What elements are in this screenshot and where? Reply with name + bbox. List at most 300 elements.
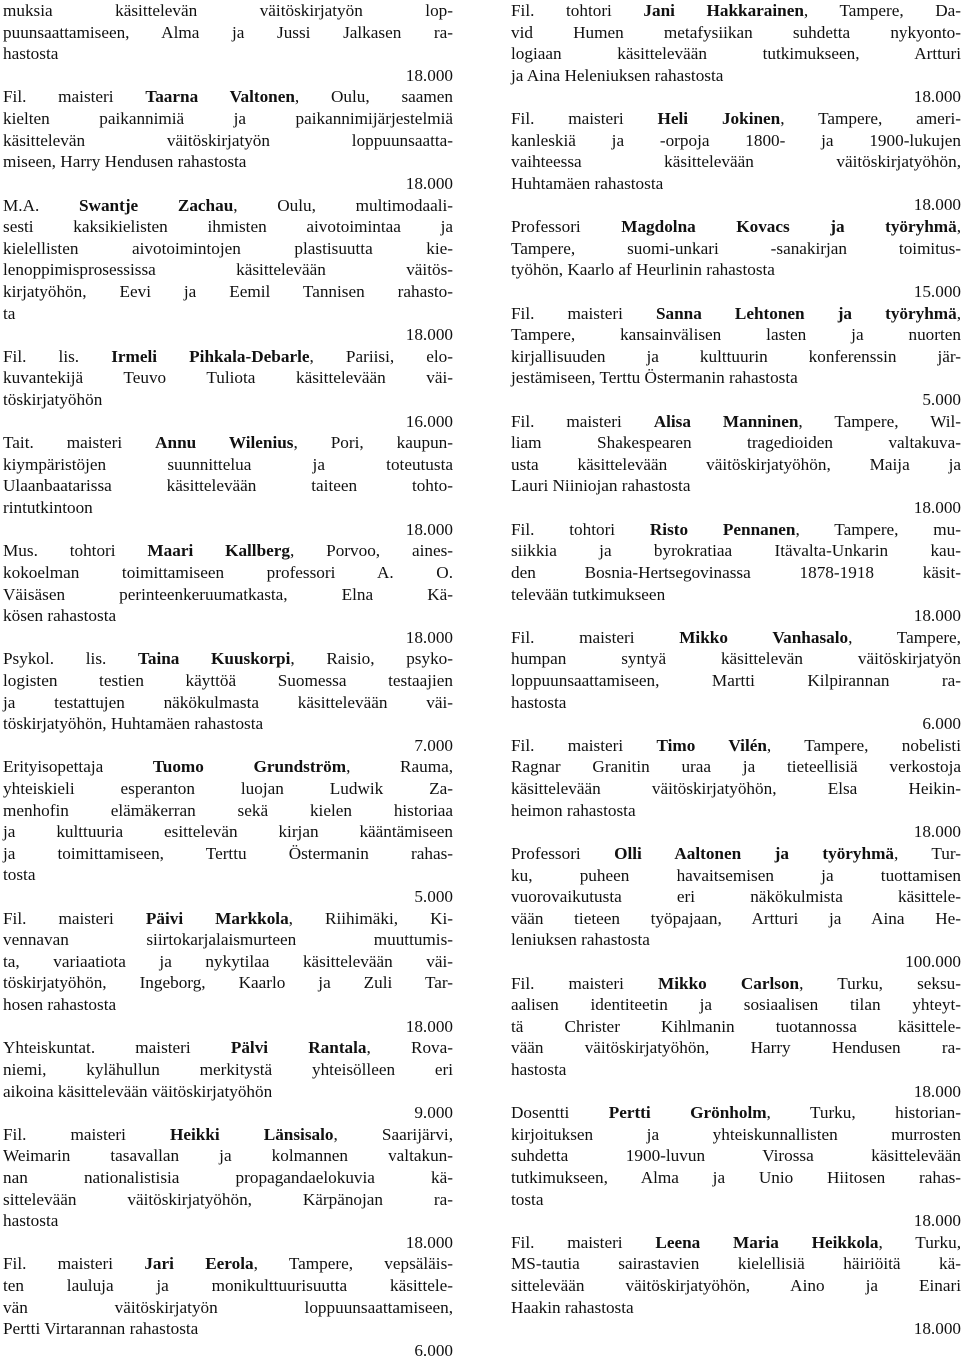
entry-text: yhteiskieli esperanton luojan Ludwik Za- bbox=[3, 779, 453, 798]
recipient-name: Swantje Zachau bbox=[79, 196, 233, 215]
entry-text: logiaan käsittelevään tutkimukseen, Artturi bbox=[511, 44, 961, 63]
entry-text-line bbox=[3, 151, 453, 173]
entry-line bbox=[3, 1124, 453, 1146]
entry-text-line bbox=[3, 670, 453, 692]
recipient-title: Fil. maisteri bbox=[511, 412, 654, 431]
entry-text-line bbox=[3, 1297, 453, 1319]
recipient-name: Päivi Markkola bbox=[146, 909, 289, 928]
entry-line bbox=[3, 1318, 453, 1340]
entry-text: liam Shakespearen tragedioiden valtakuva- bbox=[511, 433, 961, 452]
entry-text-line bbox=[511, 843, 961, 865]
entry-text-line bbox=[511, 346, 961, 368]
entry-text-line bbox=[3, 454, 453, 476]
entry-line bbox=[511, 908, 961, 930]
entry-text-line bbox=[511, 173, 961, 195]
entry-line bbox=[3, 1275, 453, 1297]
grant-entry bbox=[511, 627, 961, 713]
entry-text-line bbox=[3, 216, 453, 238]
entry-text: , Tampere, ameri- bbox=[780, 109, 961, 128]
entry-text: , Raisio, psyko- bbox=[290, 649, 453, 668]
entry-line bbox=[3, 475, 453, 497]
entry-text: leniuksen rahastosta bbox=[511, 930, 650, 949]
grant-entry bbox=[3, 432, 453, 518]
recipient-name: Heikki Länsisalo bbox=[170, 1125, 334, 1144]
entry-line bbox=[511, 1037, 961, 1059]
entry-text: ta, variaatiota ja nykytilaa käsittelevään väi- bbox=[3, 952, 453, 971]
entry-text-line bbox=[511, 108, 961, 130]
grant-amount: 18.000 bbox=[406, 173, 453, 195]
grant-entry bbox=[3, 756, 453, 886]
entry-line bbox=[3, 216, 453, 238]
entry-text-line bbox=[3, 367, 453, 389]
entry-line bbox=[511, 1102, 961, 1124]
entry-text: puunsaattamiseen, Alma ja Jussi Jalkasen ra- bbox=[3, 23, 453, 42]
recipient-name: Pertti Grönholm bbox=[609, 1103, 767, 1122]
entry-text-line bbox=[511, 1189, 961, 1211]
recipient-title: Fil. tohtori bbox=[511, 1, 643, 20]
entry-line bbox=[3, 1059, 453, 1081]
entry-text: , Riihimäki, Ki- bbox=[289, 909, 453, 928]
entry-text: Ragnar Granitin uraa ja tieteellisiä verkostoja bbox=[511, 757, 961, 776]
entry-line bbox=[511, 65, 961, 87]
entry-text-line bbox=[3, 43, 453, 65]
entry-text-line bbox=[511, 562, 961, 584]
recipient-title: Fil. maisteri bbox=[3, 87, 145, 106]
entry-line bbox=[511, 670, 961, 692]
entry-text-line bbox=[511, 43, 961, 65]
entry-text-line bbox=[3, 584, 453, 606]
entry-line bbox=[3, 1145, 453, 1167]
entry-text: den Bosnia-Hertsegovinassa 1878-1918 käsit- bbox=[511, 563, 961, 582]
grant-entry bbox=[511, 843, 961, 951]
entry-line bbox=[3, 238, 453, 260]
entry-line bbox=[3, 1253, 453, 1275]
entry-line bbox=[3, 756, 453, 778]
entry-line bbox=[3, 0, 453, 22]
entry-text-line bbox=[3, 713, 453, 735]
entry-text-line bbox=[511, 1016, 961, 1038]
entry-text-line bbox=[511, 238, 961, 260]
entry-text-line bbox=[3, 929, 453, 951]
entry-line bbox=[511, 1124, 961, 1146]
entry-text-line bbox=[511, 1253, 961, 1275]
entry-text-line bbox=[3, 1145, 453, 1167]
grant-amount: 15.000 bbox=[914, 281, 961, 303]
entry-text: , Tampere, vepsäläis- bbox=[254, 1254, 453, 1273]
entry-line bbox=[511, 432, 961, 454]
entry-text: miseen, Harry Hendusen rahastosta bbox=[3, 152, 246, 171]
grant-amount: 9.000 bbox=[414, 1102, 453, 1124]
entry-text: töskirjatyöhön, Ingeborg, Kaarlo ja Zuli Tar- bbox=[3, 973, 453, 992]
grant-amount: 18.000 bbox=[914, 605, 961, 627]
grant-entry bbox=[3, 1253, 453, 1339]
recipient-title: Fil. lis. bbox=[3, 347, 111, 366]
entry-line bbox=[3, 692, 453, 714]
entry-text-line bbox=[3, 0, 453, 22]
grant-entry bbox=[3, 1124, 453, 1232]
entry-text: , bbox=[957, 217, 961, 236]
entry-text-line bbox=[3, 778, 453, 800]
entry-text-line bbox=[511, 216, 961, 238]
entry-text-line bbox=[3, 951, 453, 973]
entry-line bbox=[3, 648, 453, 670]
entry-text: kösen rahastosta bbox=[3, 606, 116, 625]
entry-text-line bbox=[511, 1102, 961, 1124]
recipient-title: Tait. maisteri bbox=[3, 433, 155, 452]
entry-text-line bbox=[3, 1037, 453, 1059]
recipient-name: Mikko Carlson bbox=[658, 974, 799, 993]
entry-line bbox=[3, 972, 453, 994]
grant-amount: 18.000 bbox=[914, 1318, 961, 1340]
entry-line bbox=[511, 865, 961, 887]
entry-text-line bbox=[511, 1297, 961, 1319]
grant-entry bbox=[511, 303, 961, 389]
grant-entry bbox=[511, 519, 961, 605]
entry-line bbox=[511, 1253, 961, 1275]
entry-text: hastosta bbox=[511, 1060, 566, 1079]
grant-amount: 18.000 bbox=[406, 1232, 453, 1254]
entry-line bbox=[3, 1081, 453, 1103]
grant-amount: 18.000 bbox=[406, 324, 453, 346]
entry-line bbox=[511, 519, 961, 541]
entry-text: , Oulu, multimodaali- bbox=[233, 196, 453, 215]
entry-text-line bbox=[3, 800, 453, 822]
entry-text-line bbox=[511, 303, 961, 325]
entry-text-line bbox=[3, 648, 453, 670]
recipient-name: Irmeli Pihkala-Debarle bbox=[111, 347, 309, 366]
entry-text: käsittelevän väitöskirjatyön loppuunsaatta- bbox=[3, 131, 453, 150]
entry-text: vuorovaikutusta eri näkökulmista käsittele- bbox=[511, 887, 961, 906]
entry-line bbox=[3, 1297, 453, 1319]
entry-line bbox=[3, 562, 453, 584]
recipient-name: Magdolna Kovacs ja työryhmä bbox=[621, 217, 956, 236]
entry-line bbox=[511, 973, 961, 995]
entry-text-line bbox=[3, 259, 453, 281]
entry-line bbox=[511, 627, 961, 649]
grant-amount: 18.000 bbox=[406, 1016, 453, 1038]
entry-text: Huhtamäen rahastosta bbox=[511, 174, 663, 193]
entry-line bbox=[3, 303, 453, 325]
entry-text-line bbox=[511, 994, 961, 1016]
entry-line bbox=[3, 843, 453, 865]
entry-text: , bbox=[957, 304, 961, 323]
entry-line bbox=[3, 778, 453, 800]
entry-text: kokoelman toimittamiseen professori A. O. bbox=[3, 563, 453, 582]
entry-line bbox=[3, 1189, 453, 1211]
entry-text-line bbox=[511, 540, 961, 562]
recipient-name: Leena Maria Heikkola bbox=[655, 1233, 878, 1252]
entry-text-line bbox=[3, 843, 453, 865]
entry-text-line bbox=[511, 584, 961, 606]
recipient-name: Taarna Valtonen bbox=[145, 87, 295, 106]
grant-entry bbox=[3, 346, 453, 411]
entry-text-line bbox=[3, 1081, 453, 1103]
recipient-name: Sanna Lehtonen ja työryhmä bbox=[656, 304, 957, 323]
entry-line bbox=[511, 43, 961, 65]
entry-line bbox=[511, 800, 961, 822]
entry-text: , Saarijärvi, bbox=[333, 1125, 453, 1144]
entry-text-line bbox=[511, 865, 961, 887]
entry-text: Pertti Virtarannan rahastosta bbox=[3, 1319, 198, 1338]
entry-text-line bbox=[511, 800, 961, 822]
recipient-name: Jari Eerola bbox=[144, 1254, 253, 1273]
entry-text: nan nationalistisia propagandaelokuvia kä- bbox=[3, 1168, 453, 1187]
grant-entry bbox=[511, 108, 961, 194]
grant-amount: 6.000 bbox=[922, 713, 961, 735]
entry-text: ten lauluja ja monikulttuurisuutta käsittele- bbox=[3, 1276, 453, 1295]
entry-text-line bbox=[511, 886, 961, 908]
entry-line bbox=[3, 86, 453, 108]
grant-amount: 6.000 bbox=[414, 1340, 453, 1362]
recipient-title: M.A. bbox=[3, 196, 79, 215]
grant-amount: 18.000 bbox=[406, 65, 453, 87]
entry-text-line bbox=[3, 972, 453, 994]
entry-line bbox=[511, 238, 961, 260]
entry-text-line bbox=[511, 1275, 961, 1297]
entry-text: kuvantekijä Teuvo Tuliota käsittelevään väi- bbox=[3, 368, 453, 387]
entry-text: , Tampere, Wil- bbox=[798, 412, 961, 431]
entry-text-line bbox=[3, 821, 453, 843]
entry-text: töskirjatyöhön bbox=[3, 390, 102, 409]
entry-text-line bbox=[511, 1145, 961, 1167]
grant-amount: 100.000 bbox=[905, 951, 961, 973]
entry-text: ja toimittamiseen, Terttu Östermanin rahas- bbox=[3, 844, 453, 863]
entry-text: Ulaanbaatarissa käsittelevään taiteen tohto- bbox=[3, 476, 453, 495]
entry-text: logisten testien käyttöä Suomessa testaajien bbox=[3, 671, 453, 690]
entry-text: muksia käsittelevän väitöskirjatyön lop- bbox=[3, 1, 453, 20]
entry-line bbox=[3, 389, 453, 411]
entry-text-line bbox=[511, 432, 961, 454]
entry-text: tosta bbox=[511, 1190, 543, 1209]
entry-text-line bbox=[511, 1059, 961, 1081]
entry-line bbox=[511, 1016, 961, 1038]
entry-line bbox=[511, 1059, 961, 1081]
entry-text: jestämiseen, Terttu Östermanin rahastosta bbox=[511, 368, 798, 387]
entry-text: heimon rahastosta bbox=[511, 801, 636, 820]
entry-text-line bbox=[3, 540, 453, 562]
entry-line bbox=[3, 367, 453, 389]
entry-text: käsittelevään väitöskirjatyöhön, Elsa Heikin- bbox=[511, 779, 961, 798]
entry-text-line bbox=[511, 324, 961, 346]
recipient-title: Erityisopettaja bbox=[3, 757, 153, 776]
entry-text: tutkimukseen, Alma ja Unio Hiitosen rahas- bbox=[511, 1168, 961, 1187]
entry-text-line bbox=[3, 692, 453, 714]
grant-entry bbox=[3, 86, 453, 172]
entry-text: ja testattujen näkökulmasta käsittelevään väi- bbox=[3, 693, 453, 712]
entry-line bbox=[3, 497, 453, 519]
entry-line bbox=[511, 735, 961, 757]
entry-line bbox=[3, 454, 453, 476]
entry-text: , Turku, historian- bbox=[767, 1103, 961, 1122]
entry-text: , Rova- bbox=[367, 1038, 453, 1057]
recipient-name: Pälvi Rantala bbox=[231, 1038, 367, 1057]
entry-line bbox=[511, 929, 961, 951]
entry-line bbox=[3, 800, 453, 822]
entry-line bbox=[3, 195, 453, 217]
entry-text-line bbox=[3, 1275, 453, 1297]
grant-amount: 5.000 bbox=[922, 389, 961, 411]
entry-text-line bbox=[3, 864, 453, 886]
entry-line bbox=[3, 1167, 453, 1189]
entry-text: sittelevään väitöskirjatyöhön, Aino ja Einari bbox=[511, 1276, 961, 1295]
entry-text: tosta bbox=[3, 865, 35, 884]
entry-text-line bbox=[3, 562, 453, 584]
entry-line bbox=[3, 281, 453, 303]
entry-text-line bbox=[511, 65, 961, 87]
recipient-name: Olli Aaltonen ja työryhmä bbox=[614, 844, 894, 863]
entry-line bbox=[511, 151, 961, 173]
entry-line bbox=[511, 454, 961, 476]
entry-line bbox=[511, 130, 961, 152]
recipient-name: Heli Jokinen bbox=[658, 109, 781, 128]
recipient-name: Jani Hakkarainen bbox=[643, 1, 804, 20]
entry-text: kielten paikannimiä ja paikannimijärjestelmiä bbox=[3, 109, 453, 128]
entry-line bbox=[3, 432, 453, 454]
entry-line bbox=[511, 692, 961, 714]
entry-text-line bbox=[511, 1124, 961, 1146]
entry-text-line bbox=[511, 929, 961, 951]
entry-text: vaihteessa käsittelevään väitöskirjatyöhön, bbox=[511, 152, 961, 171]
grant-entry bbox=[511, 1232, 961, 1318]
grant-amount: 18.000 bbox=[914, 86, 961, 108]
recipient-title: Mus. tohtori bbox=[3, 541, 147, 560]
entry-line bbox=[3, 346, 453, 368]
entry-text: ja kulttuuria esittelevän kirjan kääntämiseen bbox=[3, 822, 453, 841]
entry-line bbox=[511, 994, 961, 1016]
entry-text: kiympäristöjen suunnittelua ja toteutusta bbox=[3, 455, 453, 474]
entry-text-line bbox=[3, 86, 453, 108]
entry-line bbox=[511, 1297, 961, 1319]
grant-entry bbox=[3, 908, 453, 1016]
entry-text: vän väitöskirjatyön loppuunsaattamiseen, bbox=[3, 1298, 453, 1317]
entry-text: sesti kaksikielisten ihmisten aivotoimintaa ja bbox=[3, 217, 453, 236]
entry-text: ku, puheen havaitsemisen ja tuottamisen bbox=[511, 866, 961, 885]
entry-line bbox=[3, 151, 453, 173]
entry-text: , Pori, kaupun- bbox=[293, 433, 453, 452]
entry-text: hosen rahastosta bbox=[3, 995, 116, 1014]
recipient-name: Tuomo Grundström bbox=[153, 757, 346, 776]
entry-text: rintutkintoon bbox=[3, 498, 93, 517]
entry-text-line bbox=[511, 519, 961, 541]
left-column bbox=[3, 0, 453, 1362]
recipient-title: Yhteiskuntat. maisteri bbox=[3, 1038, 231, 1057]
entry-text: töskirjatyöhön, Huhtamäen rahastosta bbox=[3, 714, 263, 733]
entry-line bbox=[3, 864, 453, 886]
entry-line bbox=[511, 1275, 961, 1297]
grant-entry bbox=[511, 216, 961, 281]
entry-text-line bbox=[511, 908, 961, 930]
entry-text-line bbox=[511, 735, 961, 757]
entry-line bbox=[3, 1037, 453, 1059]
entry-line bbox=[3, 1210, 453, 1232]
grant-amount: 5.000 bbox=[414, 886, 453, 908]
grant-entry bbox=[3, 648, 453, 734]
entry-text-line bbox=[511, 670, 961, 692]
recipient-title: Fil. maisteri bbox=[3, 1125, 170, 1144]
grant-entry bbox=[511, 973, 961, 1081]
entry-text: kanleskiä ja -orpoja 1800- ja 1900-lukujen bbox=[511, 131, 961, 150]
entry-text: Tampere, suomi-unkari -sanakirjan toimitus- bbox=[511, 239, 961, 258]
grant-entry bbox=[511, 1102, 961, 1210]
entry-text: hastosta bbox=[511, 693, 566, 712]
entry-line bbox=[3, 929, 453, 951]
recipient-title: Fil. tohtori bbox=[511, 520, 650, 539]
entry-text: Weimarin tasavallan ja kolmannen valtakun- bbox=[3, 1146, 453, 1165]
entry-text-line bbox=[511, 22, 961, 44]
entry-line bbox=[511, 324, 961, 346]
entry-text: , Oulu, saamen bbox=[295, 87, 453, 106]
entry-text: humpan syntyä käsittelevän väitöskirjatyön bbox=[511, 649, 961, 668]
entry-text-line bbox=[511, 692, 961, 714]
entry-text-line bbox=[511, 151, 961, 173]
grant-amount: 18.000 bbox=[406, 627, 453, 649]
entry-line bbox=[511, 475, 961, 497]
entry-text-line bbox=[3, 1318, 453, 1340]
entry-text-line bbox=[3, 1210, 453, 1232]
entry-text: suhdetta 1900-luvun Virossa käsittelevään bbox=[511, 1146, 961, 1165]
grant-amount: 18.000 bbox=[406, 519, 453, 541]
entry-text: hastosta bbox=[3, 44, 58, 63]
entry-text-line bbox=[511, 475, 961, 497]
entry-text: , Tampere, nobelisti bbox=[767, 736, 961, 755]
entry-line bbox=[3, 130, 453, 152]
entry-text-line bbox=[3, 195, 453, 217]
recipient-title: Fil. maisteri bbox=[511, 974, 658, 993]
entry-text: , Porvoo, aines- bbox=[290, 541, 453, 560]
entry-text-line bbox=[511, 259, 961, 281]
entry-text: televään tutkimukseen bbox=[511, 585, 665, 604]
entry-line bbox=[3, 259, 453, 281]
entry-line bbox=[3, 108, 453, 130]
entry-text-line bbox=[511, 1167, 961, 1189]
grant-amount: 7.000 bbox=[414, 735, 453, 757]
recipient-name: Annu Wilenius bbox=[155, 433, 293, 452]
grant-amount: 16.000 bbox=[406, 411, 453, 433]
entry-text-line bbox=[511, 130, 961, 152]
entry-text: vid Humen metafysiikan suhdetta nykyonto- bbox=[511, 23, 961, 42]
entry-line bbox=[3, 584, 453, 606]
entry-text: vään väitöskirjatyöhön, Harry Hendusen ra- bbox=[511, 1038, 961, 1057]
entry-text: vennavan siirtokarjalaismurteen muuttumis- bbox=[3, 930, 453, 949]
entry-line bbox=[511, 346, 961, 368]
entry-line bbox=[511, 540, 961, 562]
entry-line bbox=[3, 605, 453, 627]
entry-text: Tampere, kansainvälisen lasten ja nuorten bbox=[511, 325, 961, 344]
entry-text-line bbox=[511, 1037, 961, 1059]
entry-text-line bbox=[511, 0, 961, 22]
entry-line bbox=[3, 951, 453, 973]
entry-text: , Rauma, bbox=[346, 757, 453, 776]
entry-text: Väisäsen perinteenkeruumatkasta, Elna Kä- bbox=[3, 585, 453, 604]
entry-line bbox=[511, 411, 961, 433]
grant-amount: 18.000 bbox=[914, 1210, 961, 1232]
entry-text: vään tieteen työpajaan, Artturi ja Aina He- bbox=[511, 909, 961, 928]
entry-line bbox=[511, 843, 961, 865]
entry-text-line bbox=[3, 1253, 453, 1275]
entry-text: ta bbox=[3, 304, 15, 323]
entry-text: loppuunsaattamiseen, Martti Kilpirannan ra- bbox=[511, 671, 961, 690]
entry-text: siikkia ja byrokratiaa Itävalta-Unkarin kau- bbox=[511, 541, 961, 560]
entry-text-line bbox=[3, 1189, 453, 1211]
entry-text: sittelevään väitöskirjatyöhön, Kärpänojan ra- bbox=[3, 1190, 453, 1209]
entry-text: ja Aina Heleniuksen rahastosta bbox=[511, 66, 723, 85]
recipient-name: Alisa Manninen bbox=[654, 412, 799, 431]
entry-text: hastosta bbox=[3, 1211, 58, 1230]
entry-line bbox=[511, 216, 961, 238]
recipient-title: Fil. maisteri bbox=[3, 909, 146, 928]
entry-text-line bbox=[511, 411, 961, 433]
grant-entry bbox=[3, 195, 453, 325]
